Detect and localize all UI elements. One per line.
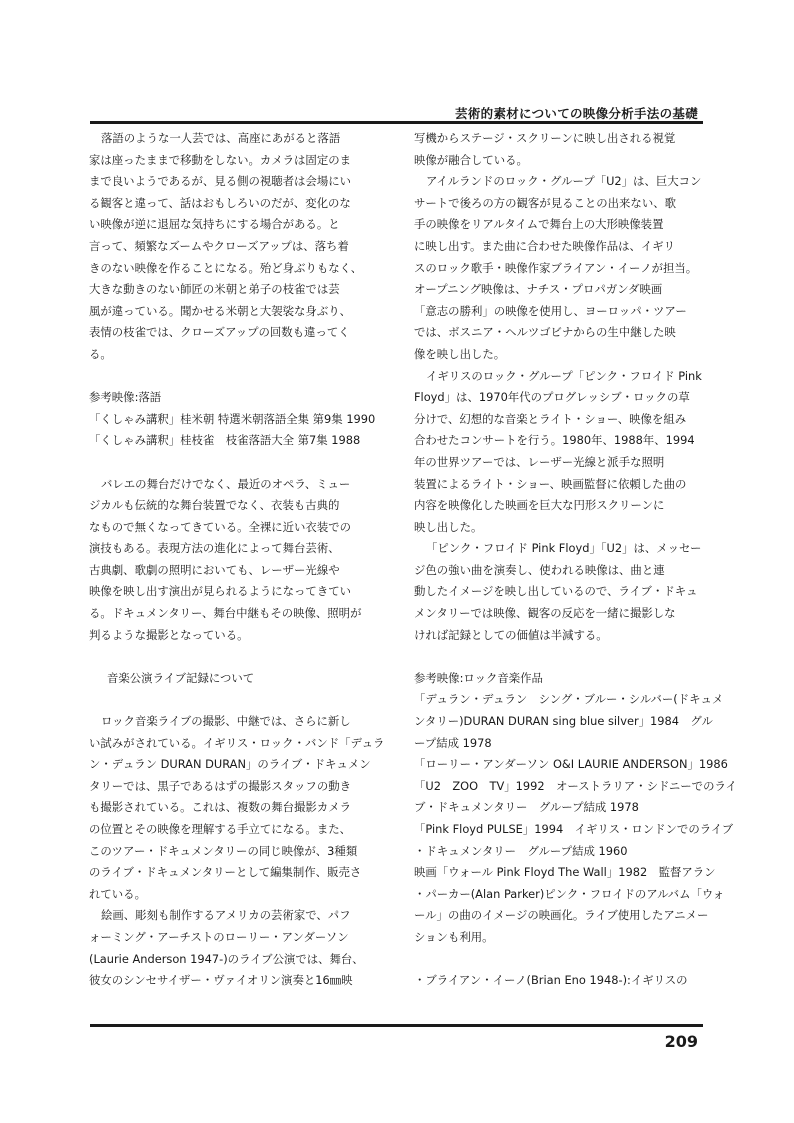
text-line: ければ記録としての価値は半減する。 xyxy=(414,627,608,642)
text-line: ・ブライアン・イーノ(Brian Eno 1948-):イギリスの xyxy=(414,973,688,988)
text-line: (Laurie Anderson 1947-)のライブ公演では、舞台、 xyxy=(89,951,364,966)
text-line: 古典劇、歌劇の照明においても、レーザー光線や xyxy=(89,562,340,577)
paragraph-spacer xyxy=(414,949,710,971)
text-line: 映像を映し出す演出が見られるようになってきてい xyxy=(89,584,351,599)
text-line: 「U2 ZOO TV」1992 オーストラリア・シドニーでのライ xyxy=(414,778,737,793)
text-line: 装置によるライト・ショー、映画監督に依頼した曲の xyxy=(414,476,687,491)
text-line: 「ピンク・フロイド Pink Floyd」「U2」は、メッセー xyxy=(426,541,702,556)
text-line: 言って、頻繁なズームやクローズアップは、落ち着 xyxy=(89,238,349,253)
paragraph-spacer xyxy=(89,646,385,668)
text-line: ープ結成 1978 xyxy=(414,735,492,750)
text-line: 絵画、彫刻も制作するアメリカの芸術家で、パフ xyxy=(101,908,351,923)
text-line: る観客と違って、話はおもしろいのだが、変化のな xyxy=(89,195,351,210)
text-line: 表情の枝雀では、クローズアップの回数も違ってく xyxy=(89,325,350,340)
text-line: サートで後ろの方の観客が見ることの出来ない、歌 xyxy=(414,195,676,210)
text-line: まで良いようであるが、見る側の視聴者は会場にい xyxy=(89,174,351,189)
text-line: ジ色の強い曲を演奏し、使われる映像は、曲と連 xyxy=(414,562,665,577)
text-line: 年の世界ツアーでは、レーザー光線と派手な照明 xyxy=(414,454,665,469)
text-line: 「意志の勝利」の映像を使用し、ヨーロッパ・ツアー xyxy=(414,303,687,318)
text-line: きのない映像を作ることになる。殆ど身ぶりもなく、 xyxy=(89,260,363,275)
text-line: では、ボスニア・ヘルツゴビナからの生中継した映 xyxy=(414,325,676,340)
text-line: ール」の曲のイメージの映画化。ライブ使用したアニメー xyxy=(414,908,709,923)
text-line: 映像が融合している。 xyxy=(414,152,528,167)
text-line: ションも利用。 xyxy=(414,929,494,944)
text-line: ブ・ドキュメンタリー グループ結成 1978 xyxy=(414,800,639,815)
text-line: 参考映像:落語 xyxy=(89,390,162,405)
text-line: 演技もある。表現方法の進化によって舞台芸術、 xyxy=(89,541,340,556)
text-line: る。 xyxy=(89,346,112,361)
text-line: 「デュラン・デュラン シング・ブルー・シルバー(ドキュメ xyxy=(414,692,724,707)
text-line: 風が違っている。聞かせる米朝と大袈裟な身ぶり、 xyxy=(89,303,351,318)
text-line: このツアー・ドキュメンタリーの同じ映像が、3種類 xyxy=(89,843,358,858)
text-line: る。ドキュメンタリー、舞台中継もその映像、照明が xyxy=(89,606,362,621)
text-line: 彼女のシンセサイザー・ヴァイオリン演奏と16㎜映 xyxy=(89,973,353,988)
header-rule xyxy=(90,121,703,124)
text-line: の位置とその映像を理解する手立てになる。また、 xyxy=(89,822,351,836)
text-line: い試みがされている。イギリス・ロック・バンド「デュラ xyxy=(89,735,385,750)
text-line: 参考映像:ロック音楽作品 xyxy=(414,670,543,685)
page-number: 209 xyxy=(664,1032,698,1051)
text-line: 判るような撮影となっている。 xyxy=(89,627,249,642)
text-line: ォーミング・アーチストのローリー・アンダーソン xyxy=(89,929,349,944)
text-line: 「くしゃみ講釈」桂枝雀 枝雀落語大全 第7集 1988 xyxy=(89,433,361,448)
paragraph-spacer xyxy=(89,366,385,388)
text-line: ンタリー)DURAN DURAN sing blue silver」1984 グル xyxy=(414,714,713,729)
text-line: に映し出す。また曲に合わせた映像作品は、イギリ xyxy=(414,238,676,253)
text-line: のライブ・ドキュメンタリーとして編集制作、販売さ xyxy=(89,865,362,880)
text-line: ・ドキュメンタリー グループ結成 1960 xyxy=(414,843,628,858)
text-line: タリーでは、黒子であるはずの撮影スタッフの動き xyxy=(89,778,351,793)
text-line: オープニング映像は、ナチス・プロパガンダ映画 xyxy=(414,282,663,297)
text-line: ン・デュラン DURAN DURAN」のライブ・ドキュメン xyxy=(89,757,371,772)
text-line: ロック音楽ライブの撮影、中継では、さらに新し xyxy=(101,714,351,729)
text-line: 「ローリー・アンダーソン O&I LAURIE ANDERSON」1986 xyxy=(414,757,728,772)
text-line: 「くしゃみ講釈」桂米朝 特選米朝落語全集 第9集 1990 xyxy=(89,411,376,426)
text-line: 大きな動きのない師匠の米朝と弟子の枝雀では芸 xyxy=(89,282,340,297)
section-heading: 音楽公演ライブ記録について xyxy=(107,670,255,685)
text-line: 写機からステージ・スクリーンに映し出される視覚 xyxy=(414,131,676,145)
text-line: 家は座ったままで移動をしない。カメラは固定のま xyxy=(89,152,351,167)
text-line: 「Pink Floyd PULSE」1994 イギリス・ロンドンでのライブ xyxy=(414,822,734,836)
page-header-title: 芸術的素材についての映像分析手法の基礎 xyxy=(455,106,698,121)
text-line: 動したイメージを映し出しているので、ライブ・ドキュ xyxy=(414,584,698,599)
text-line: バレエの舞台だけでなく、最近のオペラ、ミュー xyxy=(101,476,351,491)
footer-rule xyxy=(90,1024,703,1027)
text-line: スのロック歌手・映像作家ブライアン・イーノが担当。 xyxy=(414,260,698,275)
right-column xyxy=(414,128,737,992)
text-line: なもので無くなってきている。全裸に近い衣装での xyxy=(89,519,351,534)
paragraph-spacer xyxy=(414,646,710,668)
text-line: イギリスのロック・グループ「ピンク・フロイド Pink xyxy=(426,368,702,383)
text-line: ジカルも伝統的な舞台装置でなく、衣装も古典的 xyxy=(89,498,340,513)
text-line: 合わせたコンサートを行う。1980年、1988年、1994 xyxy=(414,433,695,448)
text-line: ・パーカー(Alan Parker)ピンク・フロイドのアルバム「ウォ xyxy=(414,886,725,901)
text-line: い映像が逆に退屈な気持ちにする場合がある。と xyxy=(89,217,340,232)
text-line: 落語のような一人芸では、高座にあがると落語 xyxy=(101,131,341,145)
text-line: 手の映像をリアルタイムで舞台上の大形映像装置 xyxy=(414,217,664,232)
text-line: 映画「ウォール Pink Floyd The Wall」1982 監督アラン xyxy=(414,865,716,880)
left-column xyxy=(89,128,385,992)
paragraph-spacer xyxy=(89,452,385,474)
text-line: も撮影されている。これは、複数の舞台撮影カメラ xyxy=(89,800,351,815)
paragraph-spacer xyxy=(89,689,385,711)
text-line: アイルランドのロック・グループ「U2」は、巨大コン xyxy=(426,174,702,189)
text-line: メンタリーでは映像、観客の反応を一緒に撮影しな xyxy=(414,606,676,621)
text-line: 分けで、幻想的な音楽とライト・ショー、映像を組み xyxy=(414,411,687,426)
text-line: 映し出した。 xyxy=(414,519,483,534)
text-line: Floyd」は、1970年代のプログレッシブ・ロックの草 xyxy=(414,390,690,405)
text-line: 内容を映像化した映画を巨大な円形スクリーンに xyxy=(414,498,665,513)
text-line: 像を映し出した。 xyxy=(414,346,506,361)
text-line: れている。 xyxy=(89,886,146,901)
